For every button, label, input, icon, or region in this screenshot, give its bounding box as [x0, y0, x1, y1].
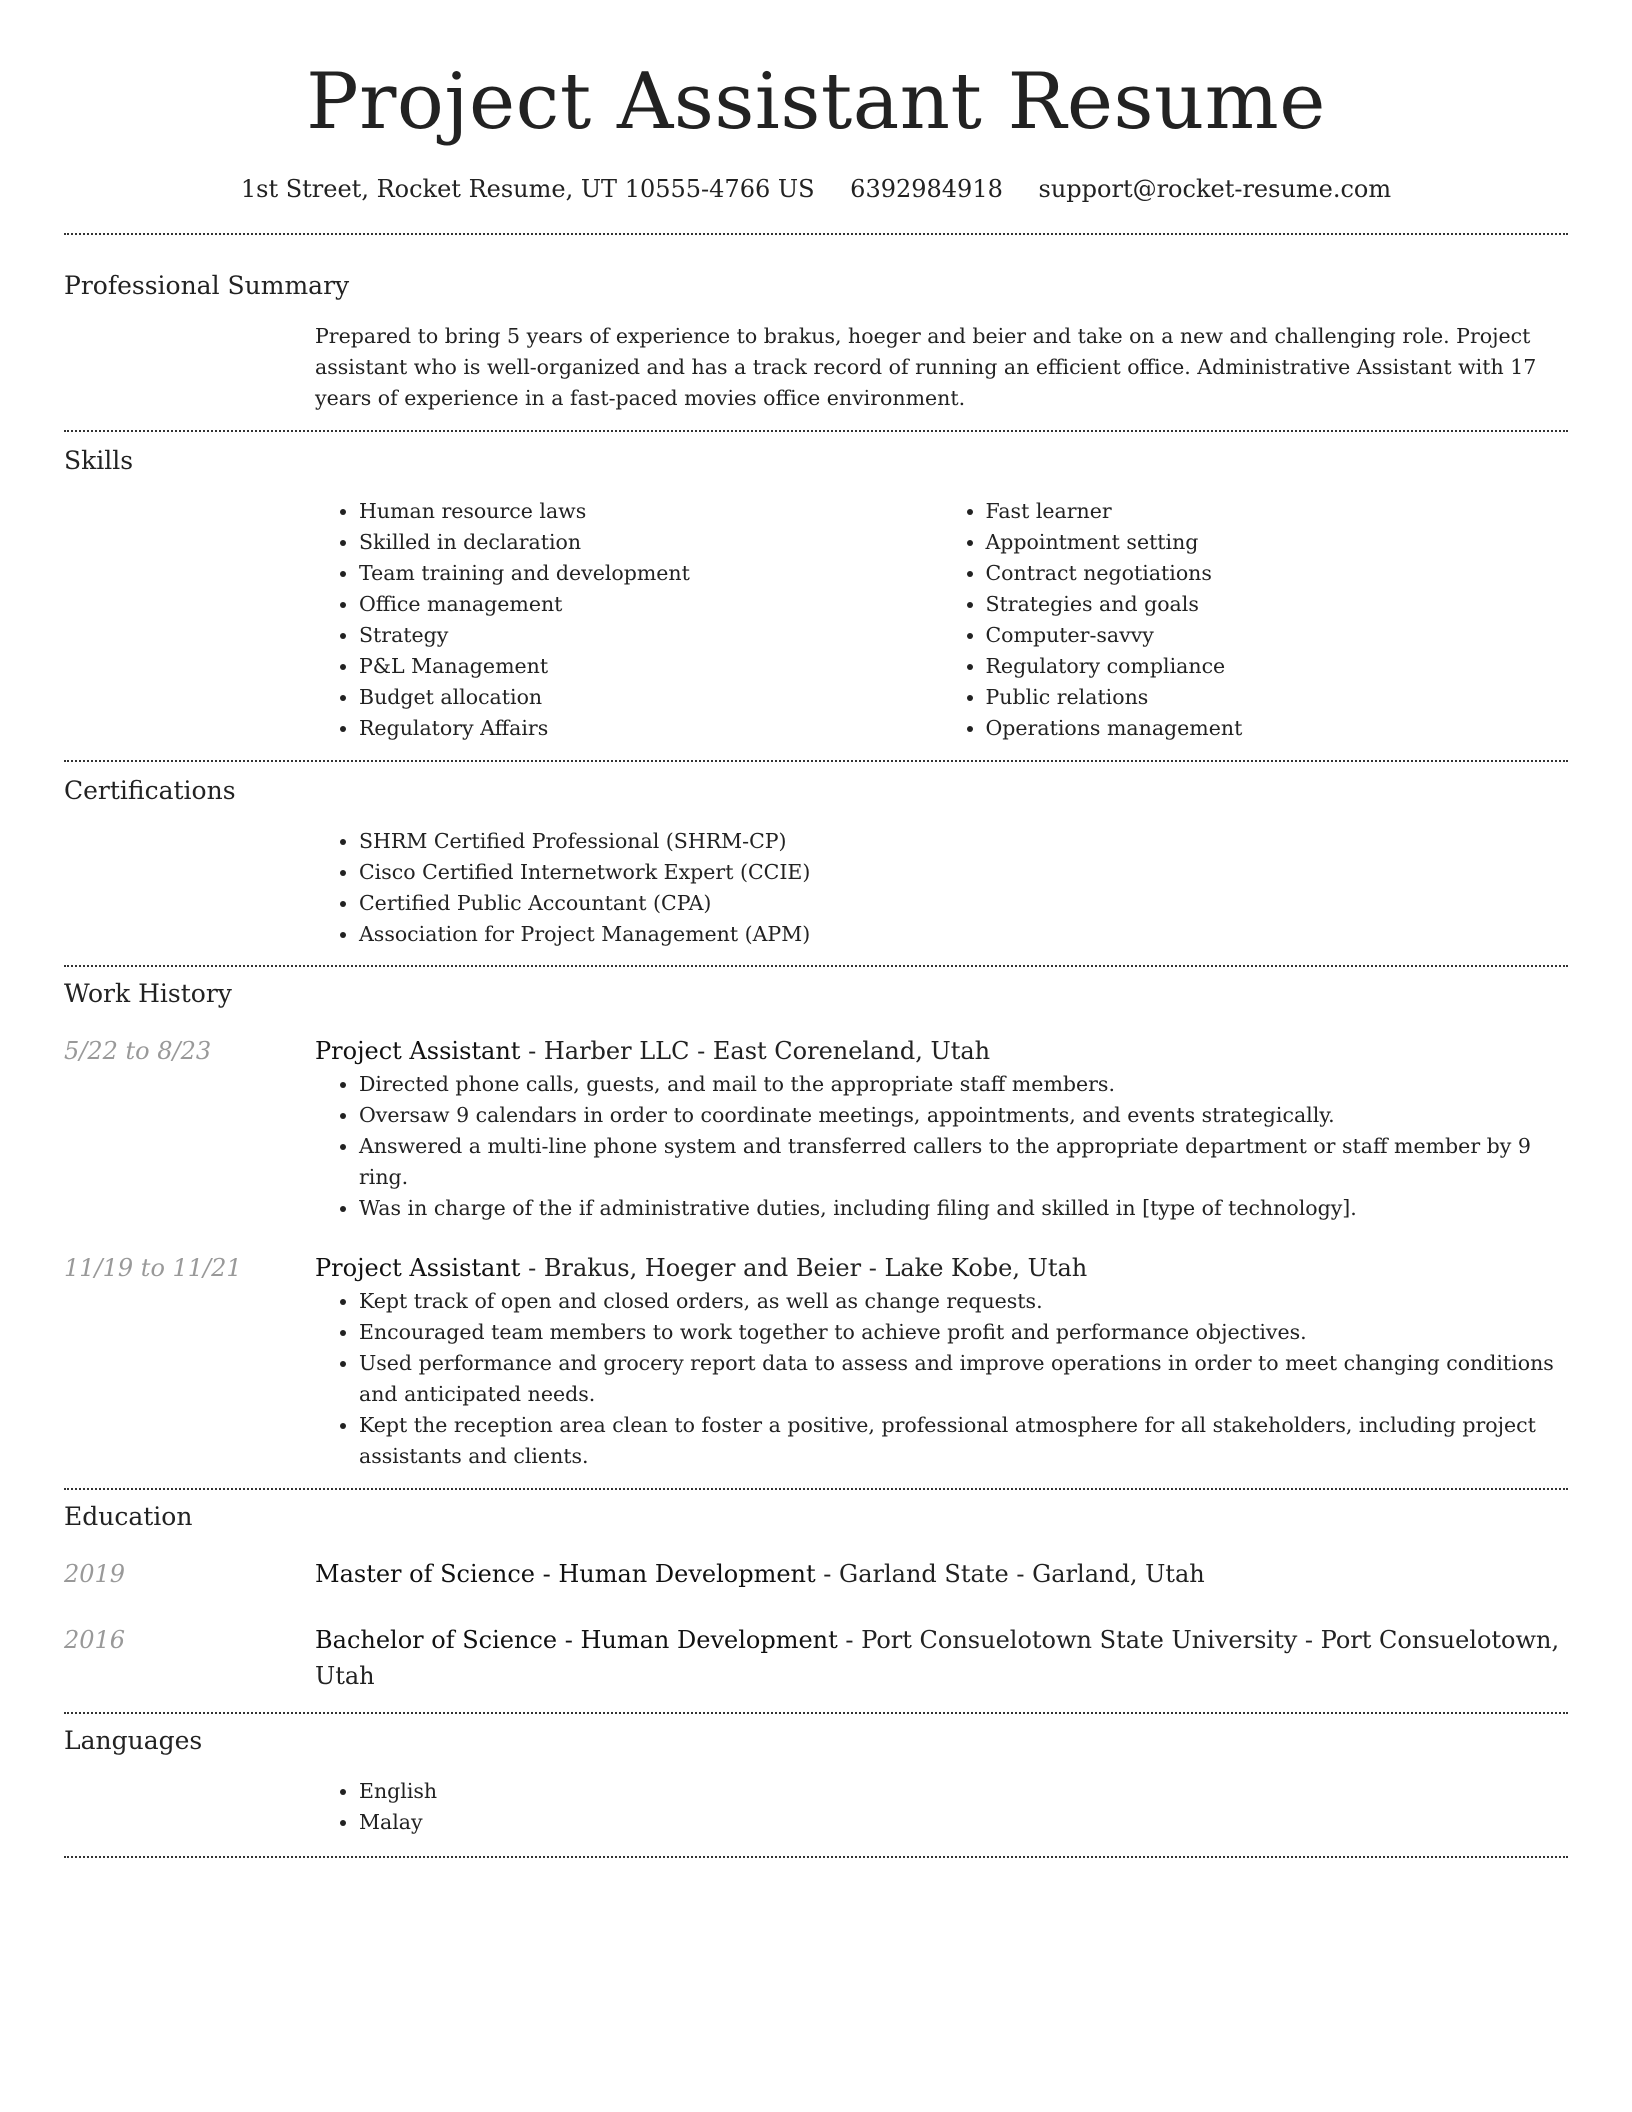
education-degree: Bachelor of Science - Human Development [315, 1626, 838, 1654]
certification-item: • Association for Project Management (APM) [359, 919, 1568, 950]
job-bullet: • Was in charge of the if administrative duties, including filing and skilled in [type of technology]. [359, 1193, 1568, 1224]
job-separator: - [697, 1037, 706, 1065]
section-title-work: Work History [64, 979, 232, 1008]
skill-item: • Human resource laws [359, 496, 942, 527]
section-title-education: Education [64, 1502, 193, 1531]
certifications-list [315, 826, 1568, 950]
job-separator: - [868, 1254, 877, 1282]
job-bullets [315, 1069, 1568, 1224]
contact-email: support@rocket-resume.com [1038, 175, 1392, 203]
education-location: Port Consuelotown, Utah [315, 1626, 1560, 1690]
job-heading [315, 1033, 1568, 1069]
job-bullets [315, 1286, 1568, 1472]
education-heading [315, 1556, 1568, 1592]
education-year: 2019 [64, 1560, 126, 1588]
education-entry [64, 1622, 1568, 1694]
education-entry [64, 1556, 1568, 1592]
education-separator: - [845, 1626, 854, 1654]
job-role: Project Assistant [315, 1037, 521, 1065]
skill-item: • Contract negotiations [986, 558, 1569, 589]
certification-item: • Certified Public Accountant (CPA) [359, 888, 1568, 919]
job-location: East Coreneland, Utah [712, 1037, 991, 1065]
skill-item: • Team training and development [359, 558, 942, 589]
skill-item: • Fast learner [986, 496, 1569, 527]
language-item: • English [359, 1776, 1568, 1807]
job-heading [315, 1250, 1568, 1286]
section-title-summary: Professional Summary [64, 271, 350, 300]
contact-phone: 6392984918 [850, 175, 1003, 203]
section-title-languages: Languages [64, 1726, 203, 1755]
education-school: Port Consuelotown State University [861, 1626, 1298, 1654]
section-languages [64, 1714, 1568, 1838]
education-separator: - [1304, 1626, 1314, 1654]
education-year: 2016 [64, 1626, 126, 1654]
summary-body [315, 321, 1568, 414]
education-degree: Master of Science - Human Development [315, 1560, 816, 1588]
section-education [64, 1490, 1568, 1694]
skill-item: • Public relations [986, 682, 1569, 713]
skill-item: • Strategies and goals [986, 589, 1569, 620]
skill-item: • Regulatory Affairs [359, 713, 942, 744]
job-main [315, 1250, 1568, 1472]
languages-body [315, 1776, 1568, 1838]
education-separator: - [823, 1560, 832, 1588]
languages-list [315, 1776, 1568, 1838]
job-location: Lake Kobe, Utah [884, 1254, 1088, 1282]
job-entry [64, 1033, 1568, 1224]
skill-item: • Budget allocation [359, 682, 942, 713]
certifications-body [315, 826, 1568, 950]
education-heading [315, 1622, 1568, 1694]
job-bullet: • Oversaw 9 calendars in order to coordinate meetings, appointments, and events strategically. [359, 1100, 1568, 1131]
contact-line [64, 172, 1568, 206]
skill-item: • Computer-savvy [986, 620, 1569, 651]
section-skills [64, 432, 1568, 744]
section-title-skills: Skills [64, 446, 134, 475]
resume-title: Project Assistant Resume [306, 57, 1326, 147]
job-dates: 5/22 to 8/23 [64, 1037, 212, 1065]
skill-item: • Operations management [986, 713, 1569, 744]
resume-header [64, 0, 1568, 206]
job-bullet: • Answered a multi-line phone system and transferred callers to the appropriate department or staff member by 9 ring. [359, 1131, 1568, 1193]
summary-text: Prepared to bring 5 years of experience to brakus, hoeger and beier and take on a new and challenging role. Project assistant who is well-organized and has a track record of running an efficient office. Administrative Assistant with 17 years of experience in a fast-paced movies office environment. [315, 324, 1537, 410]
certification-item: • Cisco Certified Internetwork Expert (CCIE) [359, 857, 1568, 888]
section-certifications [64, 762, 1568, 950]
job-bullet: • Directed phone calls, guests, and mail to the appropriate staff members. [359, 1069, 1568, 1100]
section-work-history [64, 967, 1568, 1472]
skill-item: • Skilled in declaration [359, 527, 942, 558]
section-summary [64, 235, 1568, 414]
language-item: • Malay [359, 1807, 1568, 1838]
skill-item: • Office management [359, 589, 942, 620]
contact-address: 1st Street, Rocket Resume, UT 10555-4766 US [240, 175, 815, 203]
job-company: Brakus, Hoeger and Beier [543, 1254, 862, 1282]
section-title-certifications: Certifications [64, 776, 236, 805]
divider [64, 1856, 1568, 1858]
education-separator: - [1016, 1560, 1025, 1588]
job-main [315, 1033, 1568, 1224]
skill-item: • P&L Management [359, 651, 942, 682]
job-role: Project Assistant [315, 1254, 521, 1282]
skills-grid [315, 496, 1568, 744]
education-location: Garland, Utah [1032, 1560, 1205, 1588]
job-bullet: • Used performance and grocery report data to assess and improve operations in order to meet changing conditions and anticipated needs. [359, 1348, 1568, 1410]
job-bullet: • Kept the reception area clean to foster a positive, professional atmosphere for all stakeholders, including project assistants and clients. [359, 1410, 1568, 1472]
skill-item: • Appointment setting [986, 527, 1569, 558]
skills-list-right [942, 496, 1569, 744]
skills-list-left [315, 496, 942, 744]
job-entry [64, 1250, 1568, 1472]
job-dates: 11/19 to 11/21 [64, 1254, 242, 1282]
job-bullet: • Kept track of open and closed orders, as well as change requests. [359, 1286, 1568, 1317]
job-bullet: • Encouraged team members to work together to achieve profit and performance objectives. [359, 1317, 1568, 1348]
skill-item: • Strategy [359, 620, 942, 651]
education-school: Garland State [839, 1560, 1009, 1588]
certification-item: • SHRM Certified Professional (SHRM-CP) [359, 826, 1568, 857]
job-company: Harber LLC [543, 1037, 690, 1065]
job-separator: - [528, 1254, 537, 1282]
job-separator: - [528, 1037, 537, 1065]
skill-item: • Regulatory compliance [986, 651, 1569, 682]
